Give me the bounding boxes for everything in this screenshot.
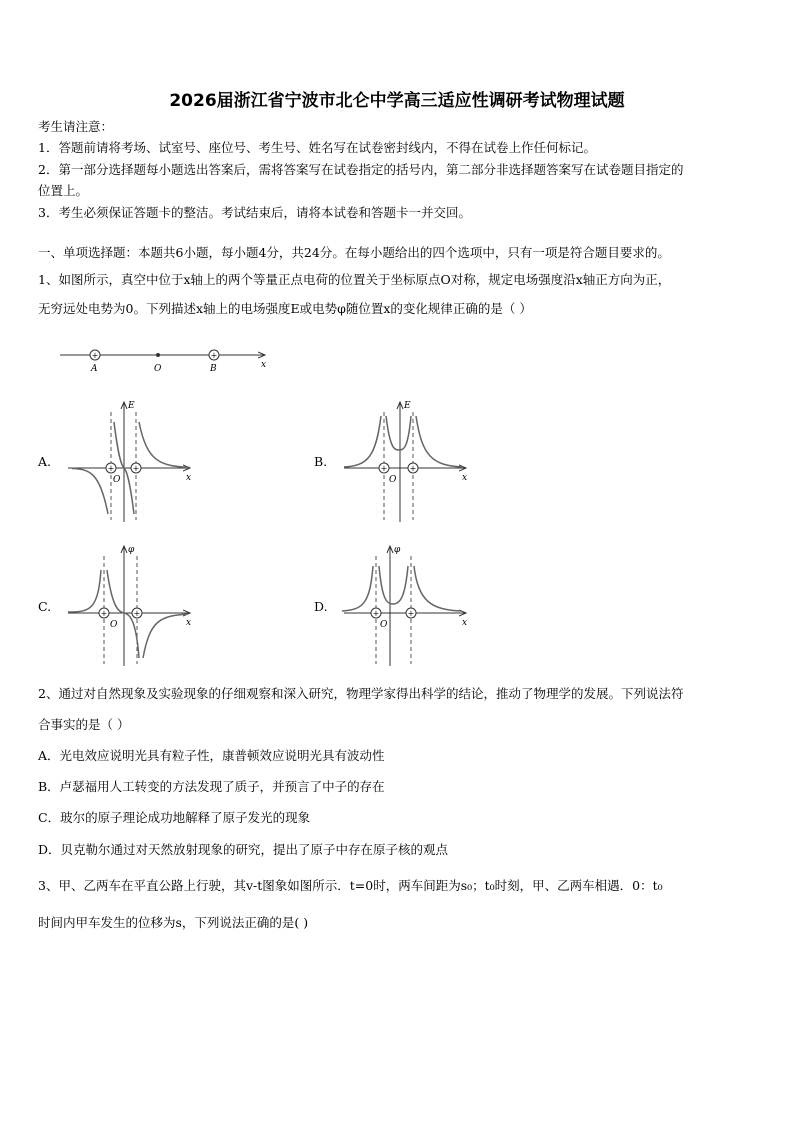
label-b: B — [210, 364, 217, 374]
question-2-line2: 合事实的是（ ） — [38, 717, 130, 732]
option-d-label[interactable]: D. — [314, 599, 328, 614]
graph-b — [336, 396, 476, 524]
notice-item: 1．答题前请将考场、试室号、座位号、考生号、姓名写在试卷密封线内，不得在试卷上作任何标记。 — [38, 140, 596, 155]
svg-text:+: + — [372, 609, 380, 618]
svg-text:x: x — [186, 473, 192, 483]
svg-text:+: + — [380, 464, 388, 473]
axis-phi-label: φ — [128, 545, 135, 555]
axis-e-label: E — [128, 401, 135, 411]
q2-option-d[interactable]: D．贝克勒尔通过对天然放射现象的研究，提出了原子中存在原子核的观点 — [38, 842, 449, 857]
notice-item: 位置上。 — [38, 183, 89, 198]
question-3-line1: 3、甲、乙两车在平直公路上行驶，其v-t图象如图所示．t=0时，两车间距为s₀；t₀时刻，甲、乙两车相遇．0：t₀ — [38, 878, 663, 893]
svg-text:O: O — [110, 620, 118, 630]
svg-text:+: + — [132, 464, 140, 473]
notice-item: 3．考生必须保证答题卡的整洁。考试结束后，请将本试卷和答题卡一并交回。 — [38, 205, 471, 220]
q2-option-a[interactable]: A．光电效应说明光具有粒子性，康普顿效应说明光具有波动性 — [38, 748, 385, 763]
svg-text:E: E — [404, 401, 411, 411]
notice-item: 2．第一部分选择题每小题选出答案后，需将答案写在试卷指定的括号内，第二部分非选择题答案写在试卷题目指定的 — [38, 162, 684, 177]
plus-sign: + — [210, 351, 218, 360]
graph-c — [60, 540, 200, 668]
svg-text:+: + — [107, 464, 115, 473]
svg-text:+: + — [133, 609, 141, 618]
svg-text:x: x — [462, 618, 468, 628]
svg-text:+: + — [100, 609, 108, 618]
question-2-line1: 2、通过对自然现象及实验现象的仔细观察和深入研究，物理学家得出科学的结论，推动了物理学的发展。下列说法符 — [38, 686, 684, 701]
notice-heading: 考生请注意： — [38, 119, 114, 134]
option-b-label[interactable]: B. — [314, 454, 328, 469]
label-a: A — [91, 364, 98, 374]
q2-option-c[interactable]: C．玻尔的原子理论成功地解释了原子发光的现象 — [38, 810, 311, 825]
origin-dot — [156, 353, 160, 357]
svg-text:O: O — [380, 620, 388, 630]
svg-text:φ: φ — [394, 545, 401, 555]
q2-option-b[interactable]: B．卢瑟福用人工转变的方法发现了质子，并预言了中子的存在 — [38, 779, 385, 794]
charge-axis-figure — [55, 345, 275, 375]
graph-a — [60, 396, 200, 524]
svg-text:O: O — [113, 475, 121, 485]
label-x: x — [261, 360, 267, 370]
svg-text:+: + — [407, 609, 415, 618]
page-title: 2026届浙江省宁波市北仑中学高三适应性调研考试物理试题 — [169, 91, 625, 111]
svg-text:x: x — [462, 473, 468, 483]
svg-text:x: x — [186, 618, 192, 628]
question-1-line2: 无穷远处电势为0。下列描述x轴上的电场强度E或电势φ随位置x的变化规律正确的是（ ） — [38, 301, 532, 316]
label-o: O — [154, 364, 162, 374]
svg-text:+: + — [409, 464, 417, 473]
section-heading: 一、单项选择题：本题共6小题，每小题4分，共24分。在每小题给出的四个选项中，只有一项是符合题目要求的。 — [38, 245, 670, 260]
svg-text:O: O — [389, 475, 397, 485]
option-a-label[interactable]: A. — [38, 454, 52, 469]
graph-d — [336, 540, 476, 668]
question-3-line2: 时间内甲车发生的位移为s，下列说法正确的是( ) — [38, 915, 309, 930]
option-c-label[interactable]: C. — [38, 599, 52, 614]
plus-sign: + — [91, 351, 99, 360]
question-1-line1: 1、如图所示，真空中位于x轴上的两个等量正点电荷的位置关于坐标原点O对称，规定电场强度沿x轴正方向为正， — [38, 272, 671, 287]
